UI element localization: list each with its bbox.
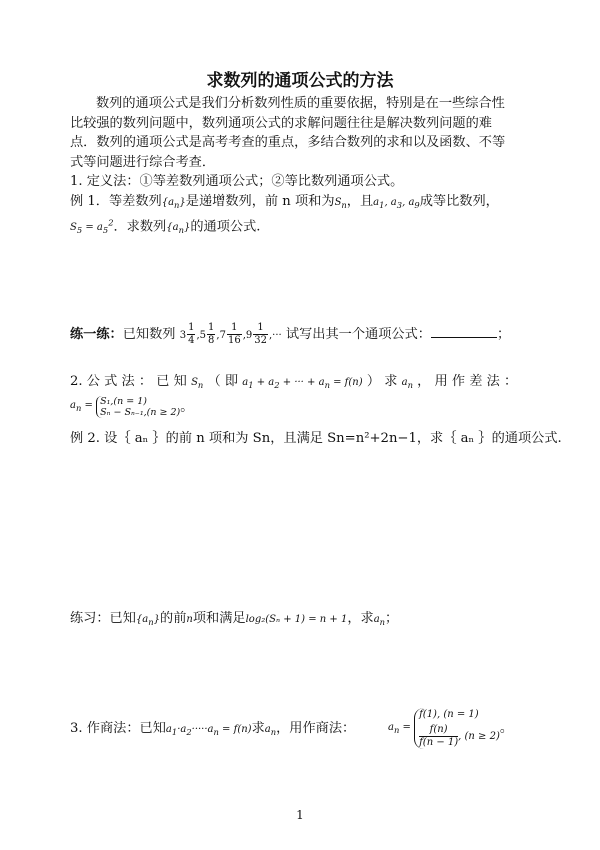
product-expression: $a_1\cdot a_2\cdot\cdot\cdot\cdot\cdot a_n = f(n)$ <box>165 724 252 737</box>
seq-an: $\{a_n\}$ <box>161 197 186 210</box>
section3-heading: 3. 作商法：已知$a_1\cdot a_2\cdot\cdot\cdot\cdot\cdot a_n = f(n)$求$a_n$，用作商法： <box>70 721 356 737</box>
frac-den: 4 <box>188 335 195 346</box>
frac-num: 1 <box>208 322 215 333</box>
seq-frac-2 <box>207 322 215 347</box>
an-equals: $a_n$ = <box>70 400 97 413</box>
page-number: 1 <box>296 808 304 822</box>
section2-text: 2. 公 式 法 ： 已 知 <box>70 374 187 389</box>
example1-line1 <box>70 193 499 214</box>
example1-line2 <box>70 214 260 239</box>
log-equation: log₂(Sₙ + 1) = n + 1 <box>245 614 348 625</box>
section2-text-3: ） 求 <box>366 374 398 389</box>
seq-whole-3: 7 <box>219 330 226 341</box>
practice2-text-2: 的前 <box>160 611 187 626</box>
answer-blank[interactable] <box>431 325 497 338</box>
formula-difference <box>70 396 193 418</box>
section2-text-2: （ 即 <box>207 374 239 389</box>
seq-whole-1: 3 <box>179 330 187 341</box>
quotient-num: f(n) <box>419 724 458 737</box>
sum-expression: $a_1 + a_2$ + ··· + $a_n = f(n)$ <box>242 377 363 390</box>
frac-num: 1 <box>188 322 195 333</box>
practice2-line: 练习：已知$\{a_n\}$的前n项和满足log₂(Sₙ + 1) = n + 1，求$a_n$； <box>70 611 399 627</box>
terms-a1a3a9: $a_1$, $a_3$, $a_9$ <box>373 197 420 210</box>
example1-text-5: ．求数列 <box>113 219 167 235</box>
example1-text-2: 是递增数列，前 n 项和为 <box>185 194 335 209</box>
frac-den: 8 <box>208 335 215 346</box>
period: 。 <box>180 399 194 415</box>
practice1-line: 练一练：已知数列 3 $\frac{1}{4}$ ,5 $\frac{1}{8}$ ,7 $\frac{1}{16}$ ,9 $\frac{1}{32}$ ,··· 试写出其一个通项公式： ； <box>70 322 511 346</box>
section3-text: 3. 作商法：已知 <box>70 721 166 736</box>
s5-equation: $S_5 = a_5^2$ <box>70 218 114 236</box>
example1-text: 例 1．等差数列 <box>70 194 162 209</box>
section2-heading <box>70 373 517 394</box>
practice1-label: 练一练： <box>70 327 123 342</box>
section2-text-4: ， 用 作 差 法 ： <box>417 374 518 389</box>
practice1-text-2: 试写出其一个通项公式： <box>285 327 431 342</box>
practice1-text-3: ； <box>496 327 511 342</box>
section3-text-2: 求 <box>251 721 265 736</box>
intro-line-4: 式等问题进行综合考查． <box>70 155 216 170</box>
an-symbol: $a_n$ <box>401 377 413 390</box>
case-2: Sₙ − Sₙ₋₁,(n ≥ 2) <box>100 407 181 418</box>
sn-symbol: $S_n$ <box>334 197 347 210</box>
practice2-text-5: ； <box>385 611 399 626</box>
frac-den: 32 <box>254 335 267 346</box>
frac-num: 1 <box>227 322 242 335</box>
seq-an-3: $\{a_n\}$ <box>135 614 161 627</box>
seq-frac-1 <box>187 322 195 347</box>
example2: 例 2. 设｛ aₙ ｝的前 n 项和为 Sn，且满足 Sn=n²+2n−1，求｛ aₙ ｝的通项公式. <box>70 431 562 446</box>
practice2-text: 练习：已知 <box>70 611 136 626</box>
example1-text-3: ，且 <box>346 194 374 209</box>
seq-whole-4: 9 <box>245 330 253 341</box>
seq-ellipsis: ,··· <box>268 330 282 341</box>
frac-num: 1 <box>253 322 268 335</box>
practice2-text-4: ，求 <box>347 611 374 626</box>
formula-quotient <box>388 708 513 749</box>
page-title: 求数列的通项公式的方法 <box>206 71 394 91</box>
quotient-case-1: f(1), (n = 1) <box>419 709 479 720</box>
practice2-text-3: 项和满足 <box>192 611 246 626</box>
example1-text-6: 的通项公式. <box>190 219 261 235</box>
section3-text-3: ，用作商法： <box>276 721 356 736</box>
intro-line-3: 点．数列的通项公式是高考考查的重点，多结合数列的求和以及函数、不等 <box>70 135 506 150</box>
an-equals-2: $a_n$ = <box>388 721 415 735</box>
frac-den: 16 <box>227 335 241 346</box>
seq-frac-3 <box>227 322 242 347</box>
seq-whole-2: 5 <box>199 330 207 341</box>
seq-frac-4 <box>253 322 268 347</box>
sn-symbol-2: $S_n$ <box>191 377 204 390</box>
piecewise-quotient <box>414 708 500 749</box>
quotient-den: f(n − 1) <box>419 737 459 748</box>
section1-heading: 1. 定义法：①等差数列通项公式；②等比数列通项公式。 <box>70 174 404 189</box>
piecewise-difference <box>96 396 180 418</box>
quotient-fraction <box>419 724 458 749</box>
practice1-text: 已知数列 <box>122 327 176 342</box>
intro-line-2: 比较强的数列问题中，数列通项公式的求解问题往往是解决数列问题的难 <box>70 116 492 131</box>
case-1: S₁,(n = 1) <box>100 396 148 407</box>
period-2: 。 <box>499 720 514 736</box>
example1-text-4: 成等比数列， <box>419 194 499 209</box>
quotient-case-2-tail: , (n ≥ 2) <box>458 731 500 742</box>
intro-line-1: 数列的通项公式是我们分析数列性质的重要依据，特别是在一些综合性 <box>96 96 505 111</box>
seq-an-2: $\{a_n\}$ <box>166 222 191 236</box>
